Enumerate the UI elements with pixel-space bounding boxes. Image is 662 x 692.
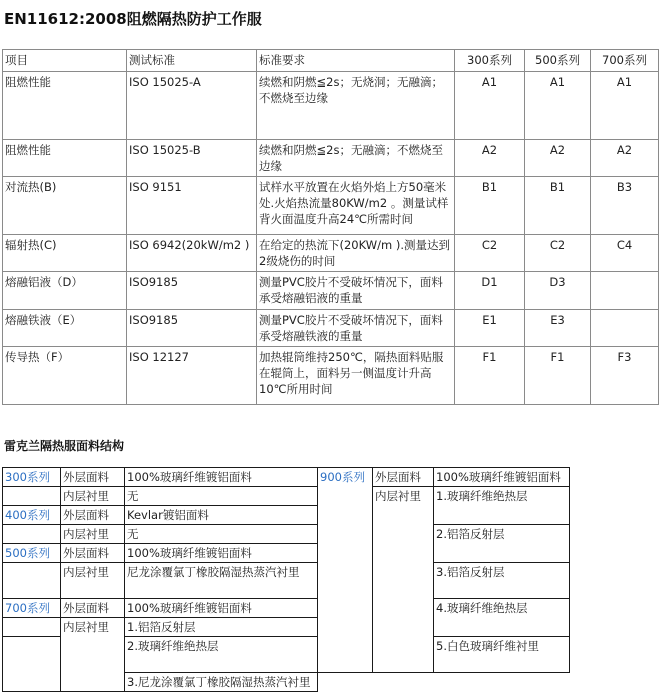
layer-label: 内层衬里	[373, 487, 434, 673]
cell-700: A2	[591, 140, 659, 177]
cell-300: F1	[455, 347, 525, 405]
cell-standard: ISO9185	[127, 310, 257, 347]
table-row	[3, 310, 659, 347]
page-title: EN11612:2008阻燃隔热防护工作服	[4, 10, 262, 28]
table-row	[3, 487, 570, 506]
layer-value: 100%玻璃纤维镀铝面料	[434, 468, 570, 487]
layer-value: 5.白色玻璃纤维衬里	[434, 637, 570, 673]
cell-requirement: 续燃和阴燃≦2s；无融滴；不燃烧至边缘	[257, 140, 455, 177]
cell-item: 对流热(B)	[3, 177, 127, 235]
layer-value: 2.铝箔反射层	[434, 525, 570, 563]
cell-item: 熔融铁液（E）	[3, 310, 127, 347]
structure-table	[2, 467, 570, 692]
cell-standard: ISO 15025-B	[127, 140, 257, 177]
cell-requirement: 试样水平放置在火焰外焰上方50毫米处.火焰热流量80KW/m2 。测量试样背火面温度升高24℃所需时间	[257, 177, 455, 235]
table-row	[3, 468, 570, 487]
cell-700: F3	[591, 347, 659, 405]
cell-300: C2	[455, 235, 525, 272]
layer-label: 外层面料	[61, 468, 125, 487]
cell-requirement: 测量PVC胶片不受破坏情况下，面料承受熔融铝液的重量	[257, 272, 455, 310]
layer-label: 外层面料	[61, 506, 125, 525]
table-row	[3, 177, 659, 235]
header-cell: 300系列	[455, 50, 525, 72]
layer-value: 2.玻璃纤维绝热层	[125, 637, 318, 673]
cell-requirement: 测量PVC胶片不受破坏情况下，面料承受熔融铁液的重量	[257, 310, 455, 347]
series-300-label: 300系列	[3, 468, 61, 487]
cell-500: D3	[525, 272, 591, 310]
cell-item: 辐射热(C)	[3, 235, 127, 272]
empty-cell	[3, 487, 61, 506]
layer-label: 内层衬里	[61, 618, 125, 692]
cell-500: E3	[525, 310, 591, 347]
layer-value: 1.玻璃纤维绝热层	[434, 487, 570, 525]
table-row	[3, 525, 570, 544]
table-row	[3, 347, 659, 405]
cell-700: C4	[591, 235, 659, 272]
table-row	[3, 563, 570, 599]
cell-standard: ISO9185	[127, 272, 257, 310]
cell-300: A2	[455, 140, 525, 177]
layer-value: 4.玻璃纤维绝热层	[434, 599, 570, 637]
layer-label: 外层面料	[61, 544, 125, 563]
cell-item: 熔融铝液（D）	[3, 272, 127, 310]
layer-value: 100%玻璃纤维镀铝面料	[125, 599, 318, 618]
layer-label: 外层面料	[61, 599, 125, 618]
cell-500: A2	[525, 140, 591, 177]
layer-value: 尼龙涂覆氯丁橡胶隔湿热蒸汽衬里	[125, 563, 318, 599]
layer-label: 内层衬里	[61, 487, 125, 506]
cell-item: 传导热（F）	[3, 347, 127, 405]
empty-cell	[373, 673, 434, 692]
spec-table	[2, 49, 659, 405]
layer-value: 无	[125, 487, 318, 506]
header-cell: 700系列	[591, 50, 659, 72]
empty-cell	[3, 637, 61, 692]
series-900-label: 900系列	[318, 468, 373, 673]
cell-700: B3	[591, 177, 659, 235]
layer-label: 外层面料	[373, 468, 434, 487]
layer-value: 1.铝箔反射层	[125, 618, 318, 637]
table-row	[3, 272, 659, 310]
cell-500: F1	[525, 347, 591, 405]
layer-value: 3.尼龙涂覆氯丁橡胶隔湿热蒸汽衬里	[125, 673, 318, 692]
cell-standard: ISO 6942(20kW/m2 )	[127, 235, 257, 272]
empty-cell	[3, 563, 61, 599]
cell-item: 阻燃性能	[3, 140, 127, 177]
cell-500: C2	[525, 235, 591, 272]
header-cell: 测试标准	[127, 50, 257, 72]
layer-value: 无	[125, 525, 318, 544]
cell-700: A1	[591, 72, 659, 140]
cell-standard: ISO 9151	[127, 177, 257, 235]
layer-label: 内层衬里	[61, 525, 125, 544]
layer-value: 3.铝箔反射层	[434, 563, 570, 599]
section-title: 雷克兰隔热服面料结构	[4, 439, 125, 453]
empty-cell	[318, 673, 373, 692]
header-cell: 500系列	[525, 50, 591, 72]
layer-value: Kevlar镀铝面料	[125, 506, 318, 525]
cell-300: A1	[455, 72, 525, 140]
cell-700	[591, 310, 659, 347]
empty-cell	[434, 673, 570, 692]
layer-label: 内层衬里	[61, 563, 125, 599]
empty-cell	[3, 618, 61, 637]
cell-300: E1	[455, 310, 525, 347]
header-cell: 标准要求	[257, 50, 455, 72]
cell-300: D1	[455, 272, 525, 310]
cell-500: B1	[525, 177, 591, 235]
series-500-label: 500系列	[3, 544, 61, 563]
cell-requirement: 在给定的热流下(20KW/m ).测量达到2级烧伤的时间	[257, 235, 455, 272]
cell-700	[591, 272, 659, 310]
cell-300: B1	[455, 177, 525, 235]
table-row	[3, 72, 659, 140]
spec-header-row	[3, 50, 659, 72]
series-700-label: 700系列	[3, 599, 61, 618]
series-400-label: 400系列	[3, 506, 61, 525]
cell-item: 阻燃性能	[3, 72, 127, 140]
cell-standard: ISO 12127	[127, 347, 257, 405]
cell-500: A1	[525, 72, 591, 140]
header-cell: 项目	[3, 50, 127, 72]
layer-value: 100%玻璃纤维镀铝面料	[125, 544, 318, 563]
cell-requirement: 加热辊筒维持250℃，隔热面料贴服在辊筒上，面料另一侧温度计升高10℃所用时间	[257, 347, 455, 405]
cell-standard: ISO 15025-A	[127, 72, 257, 140]
table-row	[3, 599, 570, 618]
layer-value: 100%玻璃纤维镀铝面料	[125, 468, 318, 487]
cell-requirement: 续燃和阴燃≦2s；无烧洞；无融滴；不燃烧至边缘	[257, 72, 455, 140]
table-row	[3, 235, 659, 272]
empty-cell	[3, 525, 61, 544]
table-row	[3, 140, 659, 177]
